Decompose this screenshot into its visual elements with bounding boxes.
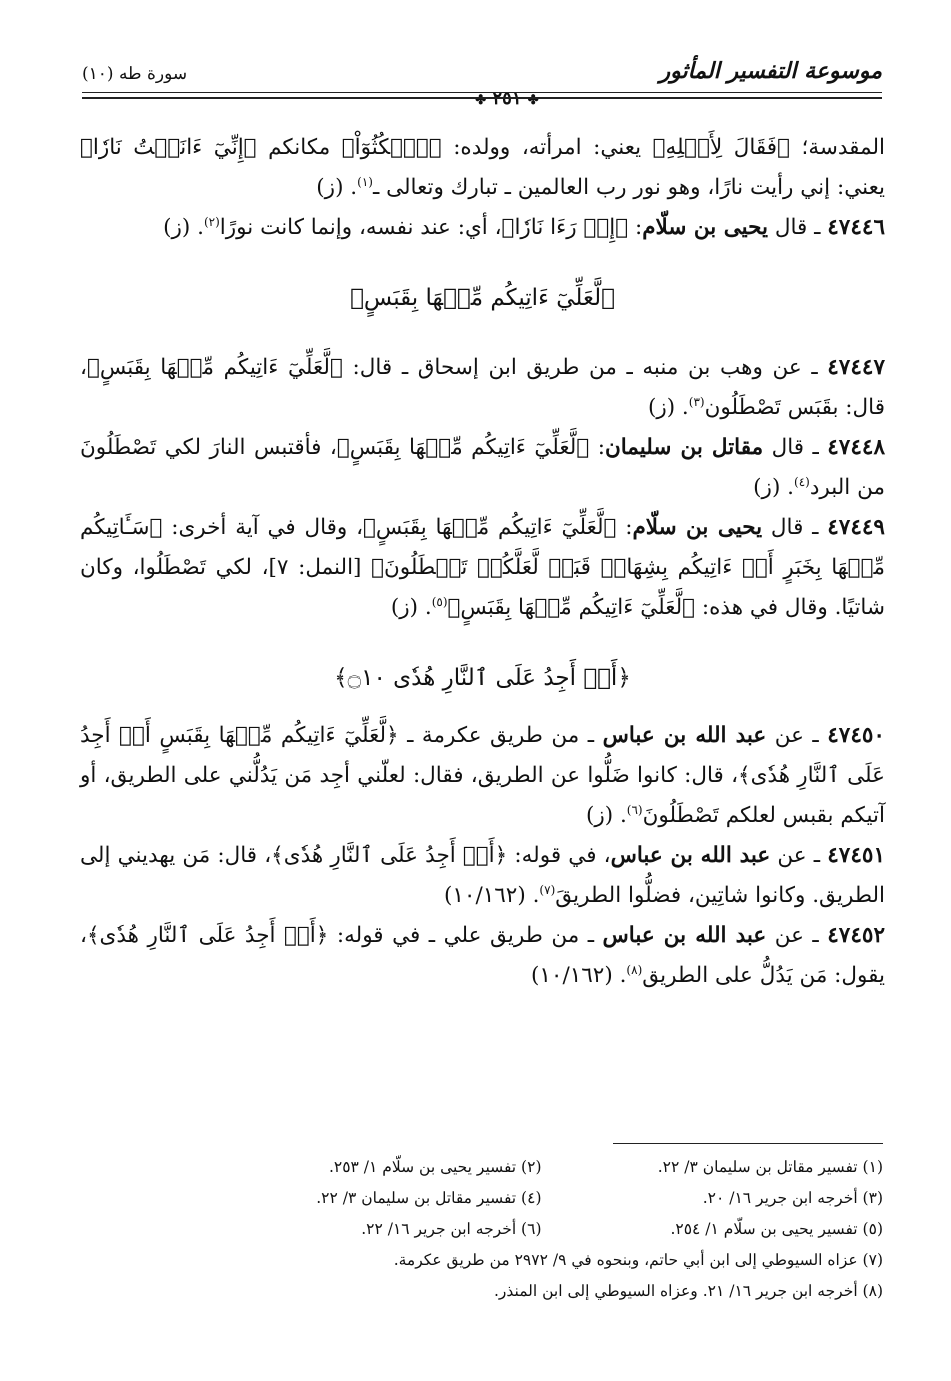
- ornament-icon: ✤: [475, 93, 487, 108]
- header-rule-thin: [82, 92, 882, 93]
- footnote-ref: (٨): [626, 962, 643, 977]
- footnote-ref: (٤): [794, 474, 810, 489]
- footnote: (٢) تفسير يحيى بن سلّام ١/ ٢٥٣.: [328, 1158, 542, 1176]
- narrator-name: عبد الله بن عباس: [602, 923, 767, 948]
- surah-label: سورة طه (١٠): [82, 64, 188, 84]
- footnote-ref: (٥): [431, 594, 448, 609]
- narration-number: ٤٧٤٤٦: [827, 215, 885, 240]
- footnote-ref: (٦): [626, 802, 643, 817]
- footnote: (١) تفسير مقاتل بن سليمان ٣/ ٢٢.: [657, 1158, 883, 1176]
- narration-47451: ٤٧٤٥١ ـ عن عبد الله بن عباس، في قوله: ﴿أَوۡ أَجِدُ عَلَى ٱلنَّارِ هُدٗى﴾، قال: مَن يهديني إلى الطريق. وكانوا شاتِين، فضلُّوا الطريقَ$^{(٧)}$. (١٠/١٦٢): [80, 843, 885, 908]
- narration-number: ٤٧٤٥١: [827, 843, 885, 868]
- narrator-name: عبد الله بن عباس: [602, 723, 767, 748]
- footnote-row: [200, 1214, 883, 1245]
- footnote-ref: (٢): [203, 214, 220, 229]
- narration-number: ٤٧٤٤٨: [827, 435, 885, 460]
- narration-47449: ٤٧٤٤٩ ـ قال يحيى بن سلّام: ﴿لَّعَلِّيٓ ءَاتِيكُم مِّنۡهَا بِقَبَسٍ﴾، وقال في آية أخرى: ﴿سَـَٔاتِيكُم مِّنۡهَا بِخَبَرٍ أَوۡ ءَاتِيكُم بِشِهَابٖ قَبَسٖ لَّعَلَّكُمۡ تَصۡطَلُونَ﴾ [النمل: ٧]، لكي تَصْطَلُوا، وكان شاتيًا. وقال في هذه: ﴿لَّعَلِّيٓ ءَاتِيكُم مِّنۡهَا بِقَبَسٍ﴾$^{(٥)}$. (ز): [80, 515, 885, 620]
- footnote-ref: (١): [357, 174, 373, 189]
- footnote: (٦) أخرجه ابن جرير ١٦/ ٢٢.: [361, 1220, 542, 1238]
- footnote: (٤) تفسير مقاتل بن سليمان ٣/ ٢٢.: [316, 1189, 542, 1207]
- narration-number: ٤٧٤٤٩: [827, 515, 885, 540]
- narration-47446: ٤٧٤٤٦ ـ قال يحيى بن سلّام: ﴿إِذۡ رَءَا نَارٗا﴾، أي: عند نفسه، وإنما كانت نورًا$^{(٢)}$. (ز): [163, 214, 885, 240]
- footnote-row: [200, 1152, 883, 1183]
- narrator-name: مقاتل بن سليمان: [604, 435, 764, 460]
- narrator-name: يحيى بن سلّام: [632, 515, 763, 540]
- narration-number: ٤٧٤٥٠: [827, 723, 885, 748]
- footnote-separator: [613, 1143, 883, 1144]
- narrator-name: يحيى بن سلّام: [642, 215, 768, 240]
- narration-47450: ٤٧٤٥٠ ـ عن عبد الله بن عباس ـ من طريق عكرمة ـ ﴿لَّعَلِّيٓ ءَاتِيكُم مِّنۡهَا بِقَبَسٍ أَوۡ أَجِدُ عَلَى ٱلنَّارِ هُدٗى﴾، قال: كانوا ضَلُّوا عن الطريق، فقال: لعلّني أجِد مَن يَدُلُّني على الطريق، أو آتيكم بقبس لعلكم تَصْطَلُونَ$^{(٦)}$. (ز): [80, 723, 885, 828]
- running-header: [82, 56, 882, 109]
- narration-47447: ٤٧٤٤٧ ـ عن وهب بن منبه ـ من طريق ابن إسحاق ـ قال: ﴿لَّعَلِّيٓ ءَاتِيكُم مِّنۡهَا بِقَبَسٍ﴾، قال: بقَبَس تَصْطَلُون$^{(٣)}$. (ز): [80, 355, 885, 420]
- footnote-ref: (٧): [539, 882, 556, 897]
- narration-47452: ٤٧٤٥٢ ـ عن عبد الله بن عباس ـ من طريق علي ـ في قوله: ﴿أَوۡ أَجِدُ عَلَى ٱلنَّارِ هُدٗى﴾، يقول: مَن يَدُلُّ على الطريق$^{(٨)}$. (١٠/١٦٢): [80, 923, 885, 988]
- book-title: موسوعة التفسير المأثور: [659, 58, 882, 84]
- footnote: (٥) تفسير يحيى بن سلّام ١/ ٢٥٤.: [670, 1220, 883, 1238]
- ornament-icon: ✤: [527, 93, 539, 108]
- footnote-row: [200, 1183, 883, 1214]
- verse-heading: ﴿لَّعَلِّيٓ ءَاتِيكُم مِّنۡهَا بِقَبَسٍ﴾: [350, 285, 615, 311]
- header-rule-thick: [82, 97, 882, 99]
- footnotes: [200, 1152, 883, 1307]
- page-number: ٢٥١: [492, 88, 522, 109]
- footnote: (٣) أخرجه ابن جرير ١٦/ ٢٠.: [702, 1189, 883, 1207]
- narrator-name: عبد الله بن عباس: [610, 843, 771, 868]
- footnote-ref: (٣): [688, 394, 705, 409]
- verse-heading: ﴿أَوۡ أَجِدُ عَلَى ٱلنَّارِ هُدٗى ۝١٠﴾: [334, 665, 631, 691]
- narration-47448: ٤٧٤٤٨ ـ قال مقاتل بن سليمان: ﴿لَّعَلِّيٓ ءَاتِيكُم مِّنۡهَا بِقَبَسٍ﴾، فأقتبس النارَ لكي تَصْطَلُونَ من البرد$^{(٤)}$. (ز): [80, 435, 885, 500]
- footnote: (٨) أخرجه ابن جرير ١٦/ ٢١. وعزاه السيوطي إلى ابن المنذر.: [493, 1282, 883, 1300]
- main-text: [80, 128, 885, 996]
- paragraph-continuation: المقدسة؛ ﴿فَقَالَ لِأَهۡلِهِ﴾ يعني: امرأته، وولده: ﴿ٱمۡكُثُوٓاْ﴾ مكانكم ﴿إِنِّيٓ ءَانَسۡتُ نَارٗا﴾ يعني: إني رأيت نارًا، وهو نور رب العالمين ـ تبارك وتعالى ـ$^{(١)}$. (ز): [80, 135, 885, 200]
- narration-number: ٤٧٤٤٧: [827, 355, 885, 380]
- footnote: (٧) عزاه السيوطي إلى ابن أبي حاتم، وبنحوه في ٩/ ٢٩٧٢ من طريق عكرمة.: [393, 1251, 883, 1269]
- narrator-name: وهب بن منبه: [642, 355, 763, 380]
- narration-number: ٤٧٤٥٢: [827, 923, 885, 948]
